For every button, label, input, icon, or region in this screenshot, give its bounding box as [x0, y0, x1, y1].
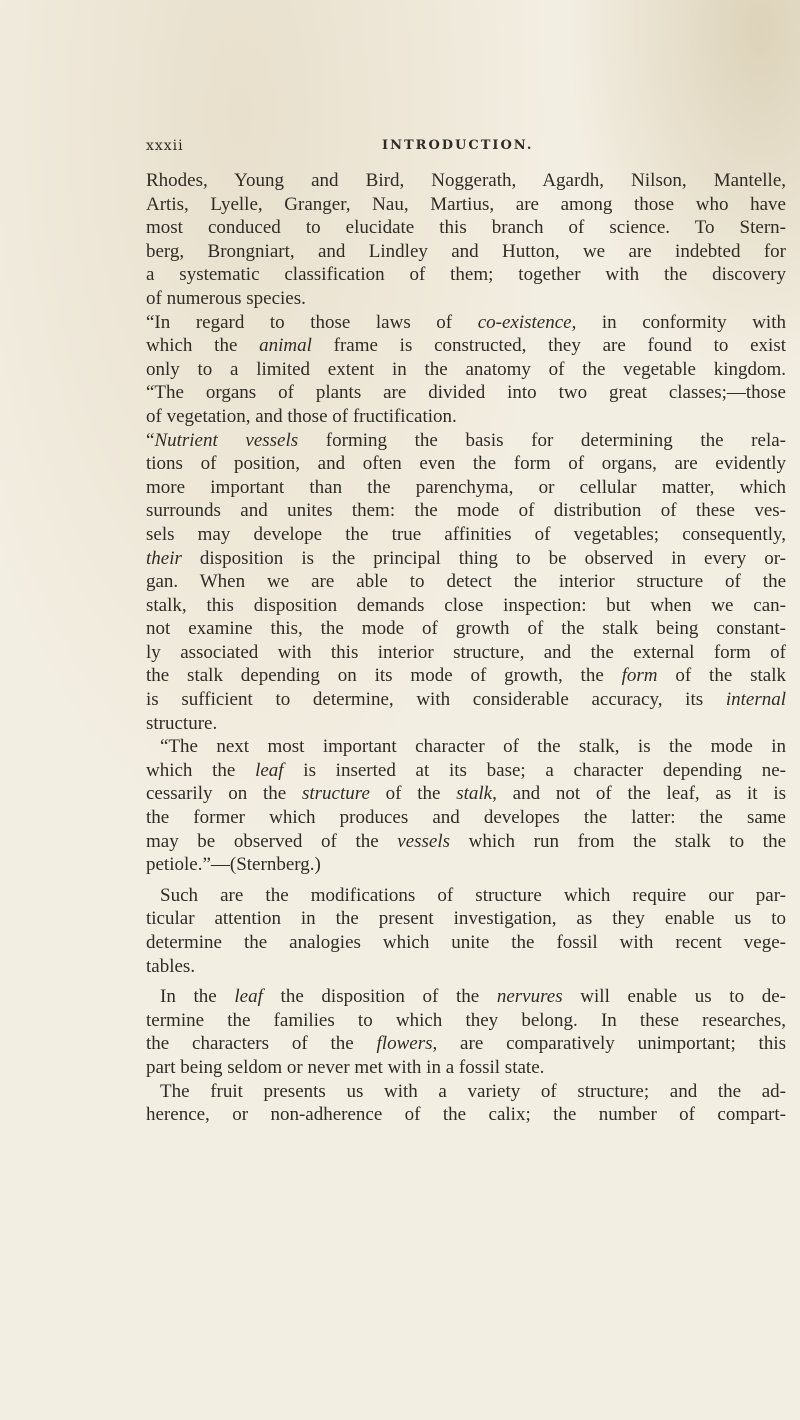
- text-line: the characters of the flowers, are comparatively unimportant; this: [146, 1033, 786, 1055]
- text-line: part being seldom or never met with in a fossil state.: [146, 1056, 545, 1078]
- emphasis: flowers: [376, 1033, 433, 1055]
- text-line: termine the families to which they belong. In these researches,: [146, 1009, 786, 1031]
- text-line: not examine this, the mode of growth of the stalk being constant-: [146, 618, 786, 640]
- text-line: more important than the parenchyma, or cellular matter, which: [146, 476, 786, 498]
- emphasis: stalk: [456, 783, 493, 805]
- text-line: of vegetation, and those of fructification.: [146, 405, 457, 427]
- text-line: of numerous species.: [146, 287, 306, 309]
- text-line: herence, or non-adherence of the calix; the number of compart-: [146, 1104, 786, 1126]
- emphasis: structure: [301, 783, 370, 805]
- text-line: “The next most important character of the stalk, is the mode in: [160, 736, 786, 758]
- text-line: the stalk depending on its mode of growth, the form of the stalk: [146, 665, 786, 687]
- text-line: which the leaf is inserted at its base; a character depending ne-: [146, 759, 786, 781]
- text-line: petiole.”—(Sternberg.): [146, 854, 321, 876]
- emphasis: internal: [725, 689, 786, 711]
- text-line: Such are the modifications of structure which require our par-: [160, 884, 786, 906]
- text-line: ly associated with this interior structure, and the external form of: [146, 641, 786, 663]
- emphasis: nervures: [496, 986, 563, 1008]
- emphasis: co-existence: [477, 311, 572, 333]
- text-line: surrounds and unites them: the mode of distribution of these ves-: [146, 500, 786, 522]
- text-line: berg, Brongniart, and Lindley and Hutton, we are indebted for: [146, 240, 786, 262]
- text-line: “Nutrient vessels forming the basis for determining the rela-: [146, 429, 786, 451]
- emphasis: their: [146, 547, 182, 569]
- emphasis: form: [621, 665, 658, 687]
- text-line: stalk, this disposition demands close inspection: but when we can-: [146, 594, 786, 616]
- text-line: cessarily on the structure of the stalk, and not of the leaf, as it is: [146, 783, 787, 805]
- text-line: structure.: [146, 712, 218, 734]
- emphasis: Nutrient vessels: [154, 429, 299, 451]
- text-line: tions of position, and often even the form of organs, are evidently: [146, 453, 786, 475]
- emphasis: animal: [259, 335, 312, 357]
- body-text: [146, 169, 786, 1127]
- text-line: most conduced to elucidate this branch of science. To Stern-: [146, 217, 786, 239]
- text-line: is sufficient to determine, with considerable accuracy, its internal: [146, 689, 786, 711]
- text-line: the former which produces and developes the latter: the same: [146, 807, 786, 829]
- text-line: their disposition is the principal thing to be observed in every or-: [146, 547, 786, 569]
- text-line: “The organs of plants are divided into two great classes;—those: [146, 382, 786, 404]
- text-line: gan. When we are able to detect the interior structure of the: [146, 571, 786, 593]
- text-line: Rhodes, Young and Bird, Noggerath, Agardh, Nilson, Mantelle,: [146, 170, 786, 191]
- page-number: xxxii: [146, 138, 184, 154]
- running-title: INTRODUCTION.: [382, 138, 534, 153]
- emphasis: leaf: [234, 986, 263, 1008]
- text-line: In the leaf the disposition of the nervures will enable us to de-: [160, 986, 787, 1008]
- text-line: determine the analogies which unite the fossil with recent vege-: [146, 932, 786, 953]
- emphasis: leaf: [255, 759, 284, 781]
- text-line: The fruit presents us with a variety of structure; and the ad-: [160, 1080, 786, 1102]
- running-head: [146, 138, 786, 168]
- text-line: which the animal frame is constructed, they are found to exist: [146, 335, 786, 357]
- emphasis: vessels: [397, 830, 451, 852]
- text-line: ticular attention in the present investigation, as they enable us to: [146, 908, 786, 930]
- text-line: a systematic classification of them; together with the discovery: [146, 264, 786, 286]
- text-line: may be observed of the vessels which run from the stalk to the: [146, 830, 786, 852]
- text-line: Artis, Lyelle, Granger, Nau, Martius, are among those who have: [146, 193, 786, 215]
- text-line: tables.: [146, 955, 196, 977]
- text-line: “In regard to those laws of co-existence, in conformity with: [146, 311, 786, 333]
- text-line: only to a limited extent in the anatomy of the vegetable kingdom.: [146, 358, 786, 380]
- text-line: sels may develope the true affinities of vegetables; consequently,: [146, 523, 786, 545]
